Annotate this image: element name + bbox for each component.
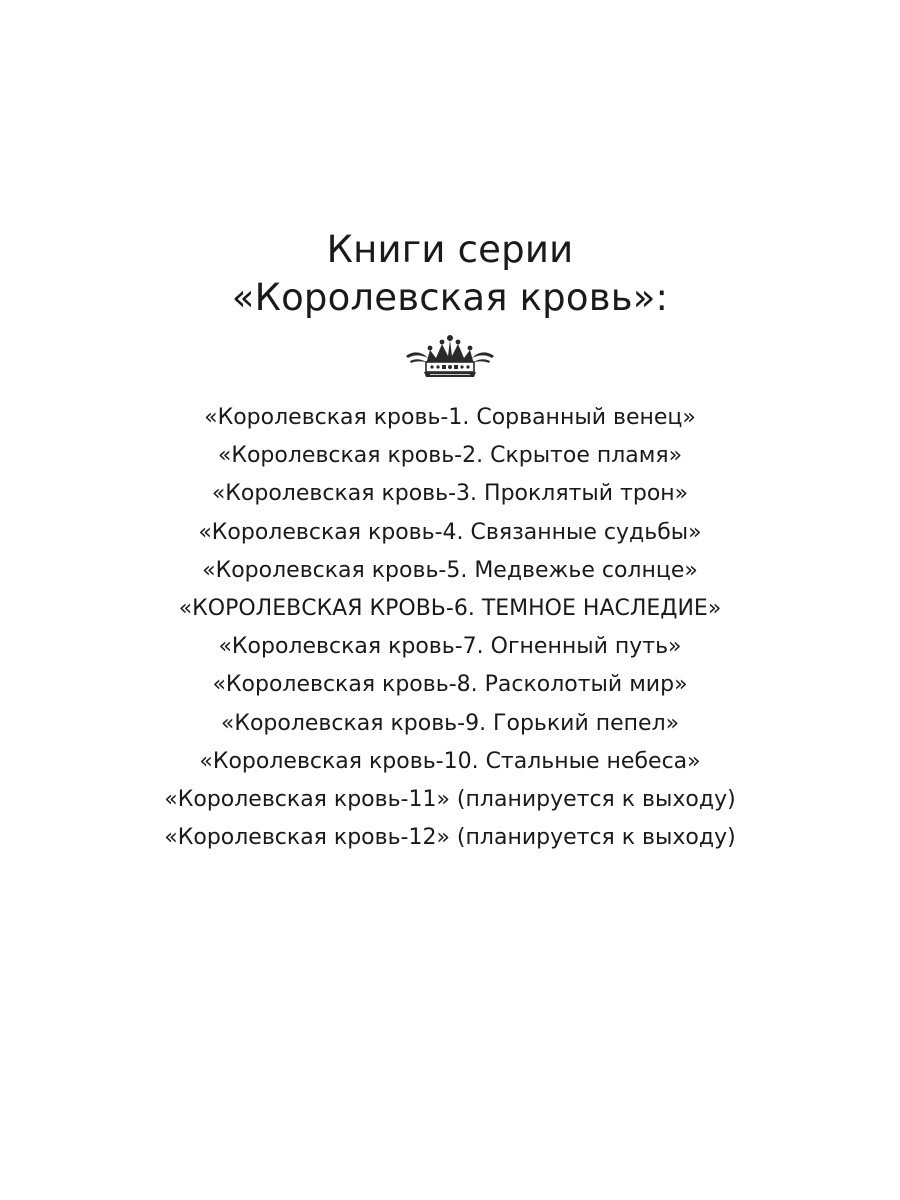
- list-item: «Королевская кровь-1. Сорванный венец»: [204, 405, 696, 430]
- list-item: «Королевская кровь-9. Горький пепел»: [220, 710, 680, 736]
- book-list: [0, 399, 900, 857]
- series-heading: [0, 226, 900, 322]
- heading-line-2: «Королевская кровь»:: [231, 276, 669, 319]
- heading-line-1: Книги серии: [326, 228, 574, 271]
- list-item: «Королевская кровь-11» (планируется к выходу): [164, 786, 736, 812]
- crown-icon: [404, 334, 496, 380]
- list-item: «Королевская кровь-7. Огненный путь»: [218, 634, 682, 660]
- list-item: «Королевская кровь-3. Проклятый трон»: [211, 481, 689, 507]
- list-item: «Королевская кровь-5. Медвежье солнце»: [202, 557, 698, 583]
- list-item: «Королевская кровь-10. Стальные небеса»: [199, 748, 701, 774]
- list-item: «Королевская кровь-4. Связанные судьбы»: [198, 519, 702, 545]
- list-item: «Королевская кровь-2. Скрытое пламя»: [217, 443, 683, 469]
- list-item: «Королевская кровь-8. Расколотый мир»: [212, 672, 688, 698]
- list-item: «КОРОЛЕВСКАЯ КРОВЬ-6. ТЕМНОЕ НАСЛЕДИЕ»: [178, 595, 722, 621]
- list-item: «Королевская кровь-12» (планируется к выходу): [164, 825, 736, 851]
